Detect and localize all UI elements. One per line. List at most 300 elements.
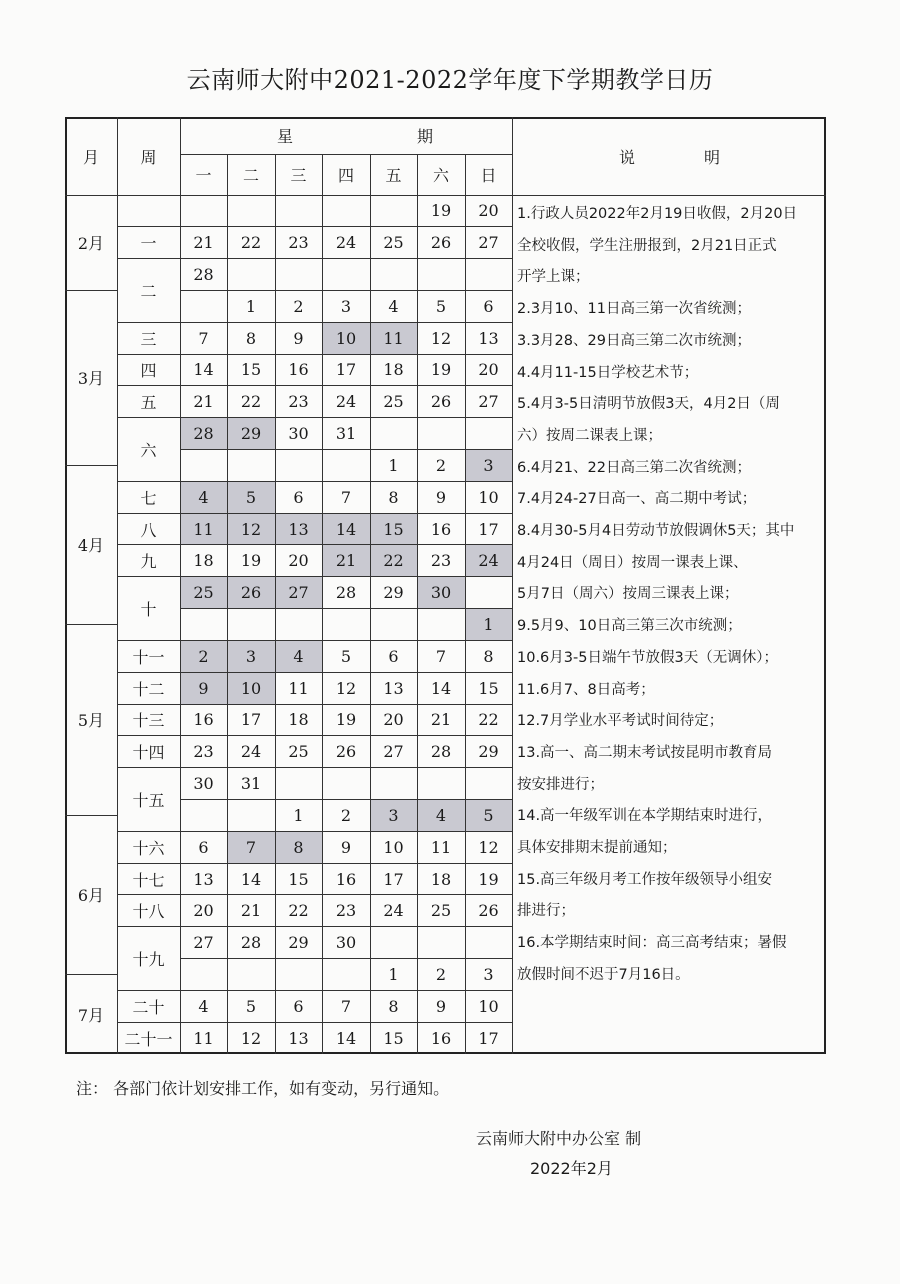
date-cell: 17 [478, 1028, 499, 1048]
note-line: 1.行政人员2022年2月19日收假，2月20日 [517, 206, 798, 222]
week-label: 十八 [132, 902, 165, 922]
grid-line [180, 863, 512, 864]
weekday-group-header: 期 [416, 127, 433, 146]
date-cell: 31 [335, 424, 357, 444]
week-label: 十二 [132, 679, 165, 699]
date-cell: 6 [293, 487, 304, 507]
date-cell: 17 [335, 360, 357, 380]
week-label: 八 [140, 520, 157, 540]
date-cell: 21 [322, 545, 370, 577]
week-label: 六 [140, 441, 157, 461]
date-cell: 6 [388, 646, 399, 666]
grid-line [180, 513, 512, 514]
grid-line [180, 417, 512, 418]
date-cell: 16 [430, 1028, 452, 1048]
date-cell [370, 195, 417, 227]
date-cell: 30 [288, 424, 309, 444]
date-cell [180, 195, 227, 227]
date-cell: 17 [383, 869, 404, 889]
date-cell: 9 [340, 837, 352, 857]
date-cell: 14 [240, 869, 262, 889]
week-label: 七 [140, 488, 157, 508]
date-cell: 26 [227, 577, 275, 609]
grid-line [180, 640, 512, 641]
date-cell: 16 [193, 710, 214, 730]
date-cell: 12 [335, 678, 357, 698]
note-line: 放假时间不迟于7月16日。 [517, 966, 690, 983]
date-cell: 15 [383, 1028, 404, 1048]
date-cell [417, 927, 465, 959]
note-line: 六）按周二课表上课； [517, 427, 662, 444]
weekday-header: 一 [195, 166, 212, 185]
date-cell [465, 927, 512, 959]
note-line: 全校收假，学生注册报到，2月21日正式 [517, 237, 777, 254]
note-line: 3.3月28、29日高三第二次市统测； [517, 332, 751, 349]
date-cell: 13 [193, 869, 214, 889]
date-cell: 4 [180, 481, 227, 513]
date-cell: 10 [478, 487, 499, 507]
grid-line [180, 354, 512, 355]
note-line: 具体安排期末提前通知； [517, 840, 677, 856]
date-cell: 17 [240, 710, 262, 730]
date-cell: 23 [288, 233, 309, 253]
date-cell: 10 [227, 672, 275, 704]
grid-line [117, 735, 180, 736]
grid-line [180, 767, 512, 768]
week-label: 十四 [132, 743, 165, 763]
date-cell: 27 [478, 233, 499, 253]
date-cell [180, 799, 227, 831]
grid-line [180, 154, 512, 155]
date-cell [370, 609, 417, 641]
date-cell [275, 450, 322, 482]
date-cell: 29 [227, 418, 275, 450]
date-cell: 9 [293, 328, 304, 348]
date-cell: 22 [288, 901, 309, 921]
grid-line [180, 735, 512, 736]
date-cell [322, 195, 370, 227]
grid-line [117, 385, 180, 386]
week-label: 十六 [132, 838, 165, 858]
month-label: 2月 [77, 234, 105, 254]
date-cell [227, 195, 275, 227]
grid-line [117, 258, 180, 259]
date-cell [465, 259, 512, 291]
date-cell: 27 [275, 577, 322, 609]
date-cell [417, 768, 465, 800]
date-cell: 27 [478, 392, 499, 412]
date-cell: 19 [335, 710, 357, 730]
week-label: 五 [140, 393, 157, 413]
date-cell: 22 [240, 233, 262, 253]
grid-line [117, 831, 180, 832]
date-cell [370, 418, 417, 450]
date-cell: 15 [478, 678, 499, 698]
date-cell: 25 [288, 742, 309, 762]
date-cell: 1 [465, 609, 512, 641]
date-cell: 20 [288, 551, 309, 571]
date-cell [370, 927, 417, 959]
date-cell [322, 259, 370, 291]
date-cell: 5 [227, 481, 275, 513]
week-label: 二 [140, 281, 157, 301]
date-cell: 21 [193, 392, 214, 412]
date-cell: 1 [245, 296, 257, 316]
date-cell [227, 609, 275, 641]
grid-line [180, 258, 512, 259]
grid-line [65, 290, 117, 291]
date-cell [275, 959, 322, 991]
date-cell: 26 [430, 233, 452, 253]
note-line: 6.4月21、22日高三第二次省统测； [517, 459, 751, 476]
date-cell [322, 768, 370, 800]
date-cell: 4 [275, 640, 322, 672]
date-cell [465, 577, 512, 609]
date-cell [180, 450, 227, 482]
date-cell: 9 [435, 996, 447, 1016]
note-line: 15.高三年级月考工作按年级领导小组安 [517, 871, 773, 888]
note-line: 9.5月9、10日高三第三次市统测； [517, 618, 742, 635]
date-cell: 23 [335, 901, 357, 921]
date-cell: 1 [388, 455, 399, 475]
date-cell: 21 [240, 901, 262, 921]
date-cell: 13 [275, 513, 322, 545]
date-cell: 10 [322, 322, 370, 354]
date-cell: 8 [245, 328, 257, 348]
date-cell: 3 [340, 296, 352, 316]
month-label: 7月 [77, 1005, 105, 1025]
date-cell: 26 [335, 742, 357, 762]
signature: 云南师大附中办公室 制 [476, 1129, 642, 1148]
grid-line [180, 958, 512, 959]
date-cell [227, 959, 275, 991]
week-label: 九 [140, 552, 157, 572]
date-cell: 29 [288, 933, 309, 953]
date-cell: 7 [340, 996, 352, 1016]
date-cell: 5 [435, 296, 447, 316]
week-label: 十七 [132, 870, 165, 890]
date-cell: 5 [245, 996, 257, 1016]
date-cell: 28 [193, 265, 214, 285]
date-cell: 12 [240, 1028, 262, 1048]
week-label: 一 [140, 234, 157, 254]
date-cell: 6 [483, 296, 494, 316]
week-label: 三 [140, 329, 157, 349]
grid-line [65, 815, 117, 816]
date-cell: 20 [478, 360, 499, 380]
date-cell: 29 [383, 583, 404, 603]
date-cell: 22 [370, 545, 417, 577]
date-cell: 1 [388, 964, 399, 984]
date-cell: 15 [370, 513, 417, 545]
date-cell: 21 [193, 233, 214, 253]
week-label: 二十一 [124, 1029, 173, 1049]
date-cell [417, 418, 465, 450]
date-cell [275, 768, 322, 800]
date-cell [275, 259, 322, 291]
note-line: 4月24日（周日）按周一课表上课、 [517, 554, 748, 571]
date-cell [370, 259, 417, 291]
grid-line [117, 544, 180, 545]
note-line: 排进行； [517, 903, 575, 920]
note-line: 2.3月10、11日高三第一次省统测； [517, 301, 751, 318]
date-cell: 17 [478, 519, 499, 539]
date-cell: 29 [478, 742, 499, 762]
date-cell: 20 [193, 901, 214, 921]
date-cell: 27 [383, 742, 404, 762]
weekday-header: 六 [432, 166, 449, 185]
note-line: 8.4月30-5月4日劳动节放假调休5天；其中 [517, 523, 795, 539]
weekday-header: 四 [337, 166, 354, 185]
date-cell: 4 [198, 996, 209, 1016]
week-label: 十 [140, 600, 157, 620]
note-line: 10.6月3-5日端午节放假3天（无调休）； [517, 649, 778, 666]
date-cell [465, 418, 512, 450]
grid-line [65, 974, 117, 975]
date-cell: 8 [483, 646, 494, 666]
date-cell: 1 [293, 805, 304, 825]
footer-note: 注： 各部门依计划安排工作，如有变动，另行通知。 [76, 1079, 450, 1098]
date-cell: 23 [288, 392, 309, 412]
date-cell: 16 [288, 360, 309, 380]
grid-line [117, 322, 180, 323]
grid-line [180, 799, 512, 800]
date-cell: 2 [435, 455, 447, 475]
week-label: 四 [140, 361, 157, 381]
date-cell: 24 [335, 233, 357, 253]
note-line: 12.7月学业水平考试时间待定； [517, 713, 724, 730]
date-cell: 25 [180, 577, 227, 609]
date-cell: 2 [293, 296, 304, 316]
date-cell: 13 [383, 678, 404, 698]
grid-line [117, 672, 180, 673]
grid-line [180, 831, 512, 832]
grid-line [65, 624, 117, 625]
date-cell: 28 [180, 418, 227, 450]
date-cell: 24 [335, 392, 357, 412]
notes-header: 明 [703, 147, 720, 167]
grid-line [180, 226, 512, 227]
grid-line [180, 481, 512, 482]
date-cell: 11 [180, 513, 227, 545]
date-cell [275, 609, 322, 641]
date-cell: 19 [240, 551, 262, 571]
date-cell: 11 [370, 322, 417, 354]
week-label: 十一 [132, 647, 165, 667]
date-cell: 25 [383, 392, 404, 412]
date-cell: 25 [383, 233, 404, 253]
date-cell: 6 [293, 996, 304, 1016]
weekday-header: 五 [385, 166, 402, 185]
note-line: 5月7日（周六）按周三课表上课； [517, 586, 739, 603]
grid-line [180, 290, 512, 291]
date-cell: 14 [430, 678, 452, 698]
grid-line [180, 608, 512, 609]
grid-line [117, 894, 180, 895]
date-cell: 22 [478, 710, 499, 730]
weekday-header: 二 [242, 166, 259, 185]
date-cell: 7 [227, 831, 275, 863]
grid-line [180, 990, 512, 991]
date-cell: 3 [483, 964, 494, 984]
date-cell: 12 [227, 513, 275, 545]
grid-line [180, 544, 512, 545]
grid-line [117, 576, 180, 577]
date-cell: 13 [288, 1028, 309, 1048]
month-header: 月 [82, 147, 99, 167]
grid-line [117, 926, 180, 927]
date-cell: 3 [370, 799, 417, 831]
date-cell: 7 [435, 646, 447, 666]
grid-line [180, 704, 512, 705]
date-cell: 13 [478, 328, 499, 348]
date-cell: 31 [240, 774, 262, 794]
week-label: 二十 [132, 997, 165, 1017]
date-cell [322, 959, 370, 991]
date-cell: 16 [430, 519, 452, 539]
date-cell: 19 [430, 201, 452, 221]
date-cell: 2 [435, 964, 447, 984]
date-cell: 4 [417, 799, 465, 831]
date-cell: 19 [430, 360, 452, 380]
date-cell [322, 450, 370, 482]
grid-line [117, 990, 180, 991]
grid-line [180, 576, 512, 577]
note-line: 按安排进行； [517, 776, 604, 793]
grid-line [117, 1022, 180, 1023]
date-cell: 9 [180, 672, 227, 704]
date-cell: 8 [275, 831, 322, 863]
grid-line [180, 926, 512, 927]
date-cell: 25 [430, 901, 452, 921]
date-cell [227, 799, 275, 831]
date-cell: 2 [180, 640, 227, 672]
date-cell: 12 [478, 837, 499, 857]
date-cell: 21 [430, 710, 452, 730]
grid-line [117, 226, 180, 227]
date-cell: 23 [193, 742, 214, 762]
date-label: 2022年2月 [530, 1159, 613, 1178]
note-line: 13.高一、高二期末考试按昆明市教育局 [517, 744, 773, 761]
week-label: 十九 [132, 950, 165, 970]
month-label: 3月 [77, 369, 105, 389]
date-cell: 7 [340, 487, 352, 507]
date-cell [180, 959, 227, 991]
note-line: 11.6月7、8日高考； [517, 681, 655, 698]
grid-line [117, 863, 180, 864]
note-line: 5.4月3-5日清明节放假3天，4月2日（周 [517, 396, 780, 413]
date-cell [180, 290, 227, 322]
date-cell: 18 [383, 360, 404, 380]
date-cell: 14 [335, 1028, 357, 1048]
grid-line [180, 322, 512, 323]
date-cell: 10 [383, 837, 404, 857]
date-cell [275, 195, 322, 227]
page-title: 云南师大附中2021-2022学年度下学期教学日历 [186, 66, 714, 94]
date-cell: 2 [340, 805, 352, 825]
grid-line [180, 385, 512, 386]
date-cell: 24 [465, 545, 512, 577]
weekday-header: 三 [290, 166, 307, 185]
date-cell: 9 [435, 487, 447, 507]
date-cell: 12 [430, 328, 452, 348]
date-cell: 5 [465, 799, 512, 831]
date-cell: 14 [322, 513, 370, 545]
date-cell: 7 [198, 328, 209, 348]
date-cell: 8 [388, 996, 399, 1016]
note-line: 开学上课； [517, 269, 590, 286]
date-cell: 18 [430, 869, 452, 889]
date-cell [227, 259, 275, 291]
date-cell: 28 [430, 742, 452, 762]
date-cell [322, 609, 370, 641]
date-cell [227, 450, 275, 482]
grid-line [117, 354, 180, 355]
date-cell: 15 [240, 360, 262, 380]
date-cell: 22 [240, 392, 262, 412]
grid-line [117, 704, 180, 705]
date-cell: 24 [383, 901, 404, 921]
grid-line [117, 767, 180, 768]
grid-line [117, 513, 180, 514]
date-cell: 15 [288, 869, 309, 889]
grid-line [180, 449, 512, 450]
date-cell: 8 [388, 487, 399, 507]
date-cell [417, 259, 465, 291]
week-label: 十三 [132, 711, 165, 731]
date-cell: 26 [430, 392, 452, 412]
date-cell: 27 [193, 933, 214, 953]
date-cell [370, 768, 417, 800]
date-cell: 5 [340, 646, 352, 666]
grid-line [180, 672, 512, 673]
note-line: 14.高一年级军训在本学期结束时进行， [517, 808, 773, 825]
date-cell: 28 [240, 933, 262, 953]
date-cell: 4 [388, 296, 399, 316]
weekday-group-header: 星 [276, 127, 293, 146]
month-label: 6月 [77, 886, 105, 906]
grid-line [65, 465, 117, 466]
date-cell: 24 [240, 742, 262, 762]
date-cell: 18 [193, 551, 214, 571]
date-cell: 11 [193, 1028, 214, 1048]
grid-line [117, 417, 180, 418]
month-label: 4月 [77, 536, 105, 556]
date-cell: 18 [288, 710, 309, 730]
date-cell [465, 768, 512, 800]
date-cell: 11 [288, 678, 309, 698]
date-cell [417, 609, 465, 641]
date-cell: 20 [478, 201, 499, 221]
weekday-header: 日 [480, 166, 497, 185]
notes-header: 说 [618, 147, 635, 167]
date-cell: 23 [430, 551, 452, 571]
date-cell: 10 [478, 996, 499, 1016]
grid-line [180, 894, 512, 895]
date-cell: 30 [335, 933, 357, 953]
date-cell: 28 [335, 583, 357, 603]
date-cell: 6 [198, 837, 209, 857]
week-header: 周 [140, 147, 157, 167]
date-cell: 3 [227, 640, 275, 672]
date-cell: 30 [417, 577, 465, 609]
grid-line [117, 481, 180, 482]
date-cell: 30 [193, 774, 214, 794]
note-line: 4.4月11-15日学校艺术节； [517, 364, 699, 381]
date-cell: 26 [478, 901, 499, 921]
date-cell [180, 609, 227, 641]
date-cell: 14 [193, 360, 214, 380]
